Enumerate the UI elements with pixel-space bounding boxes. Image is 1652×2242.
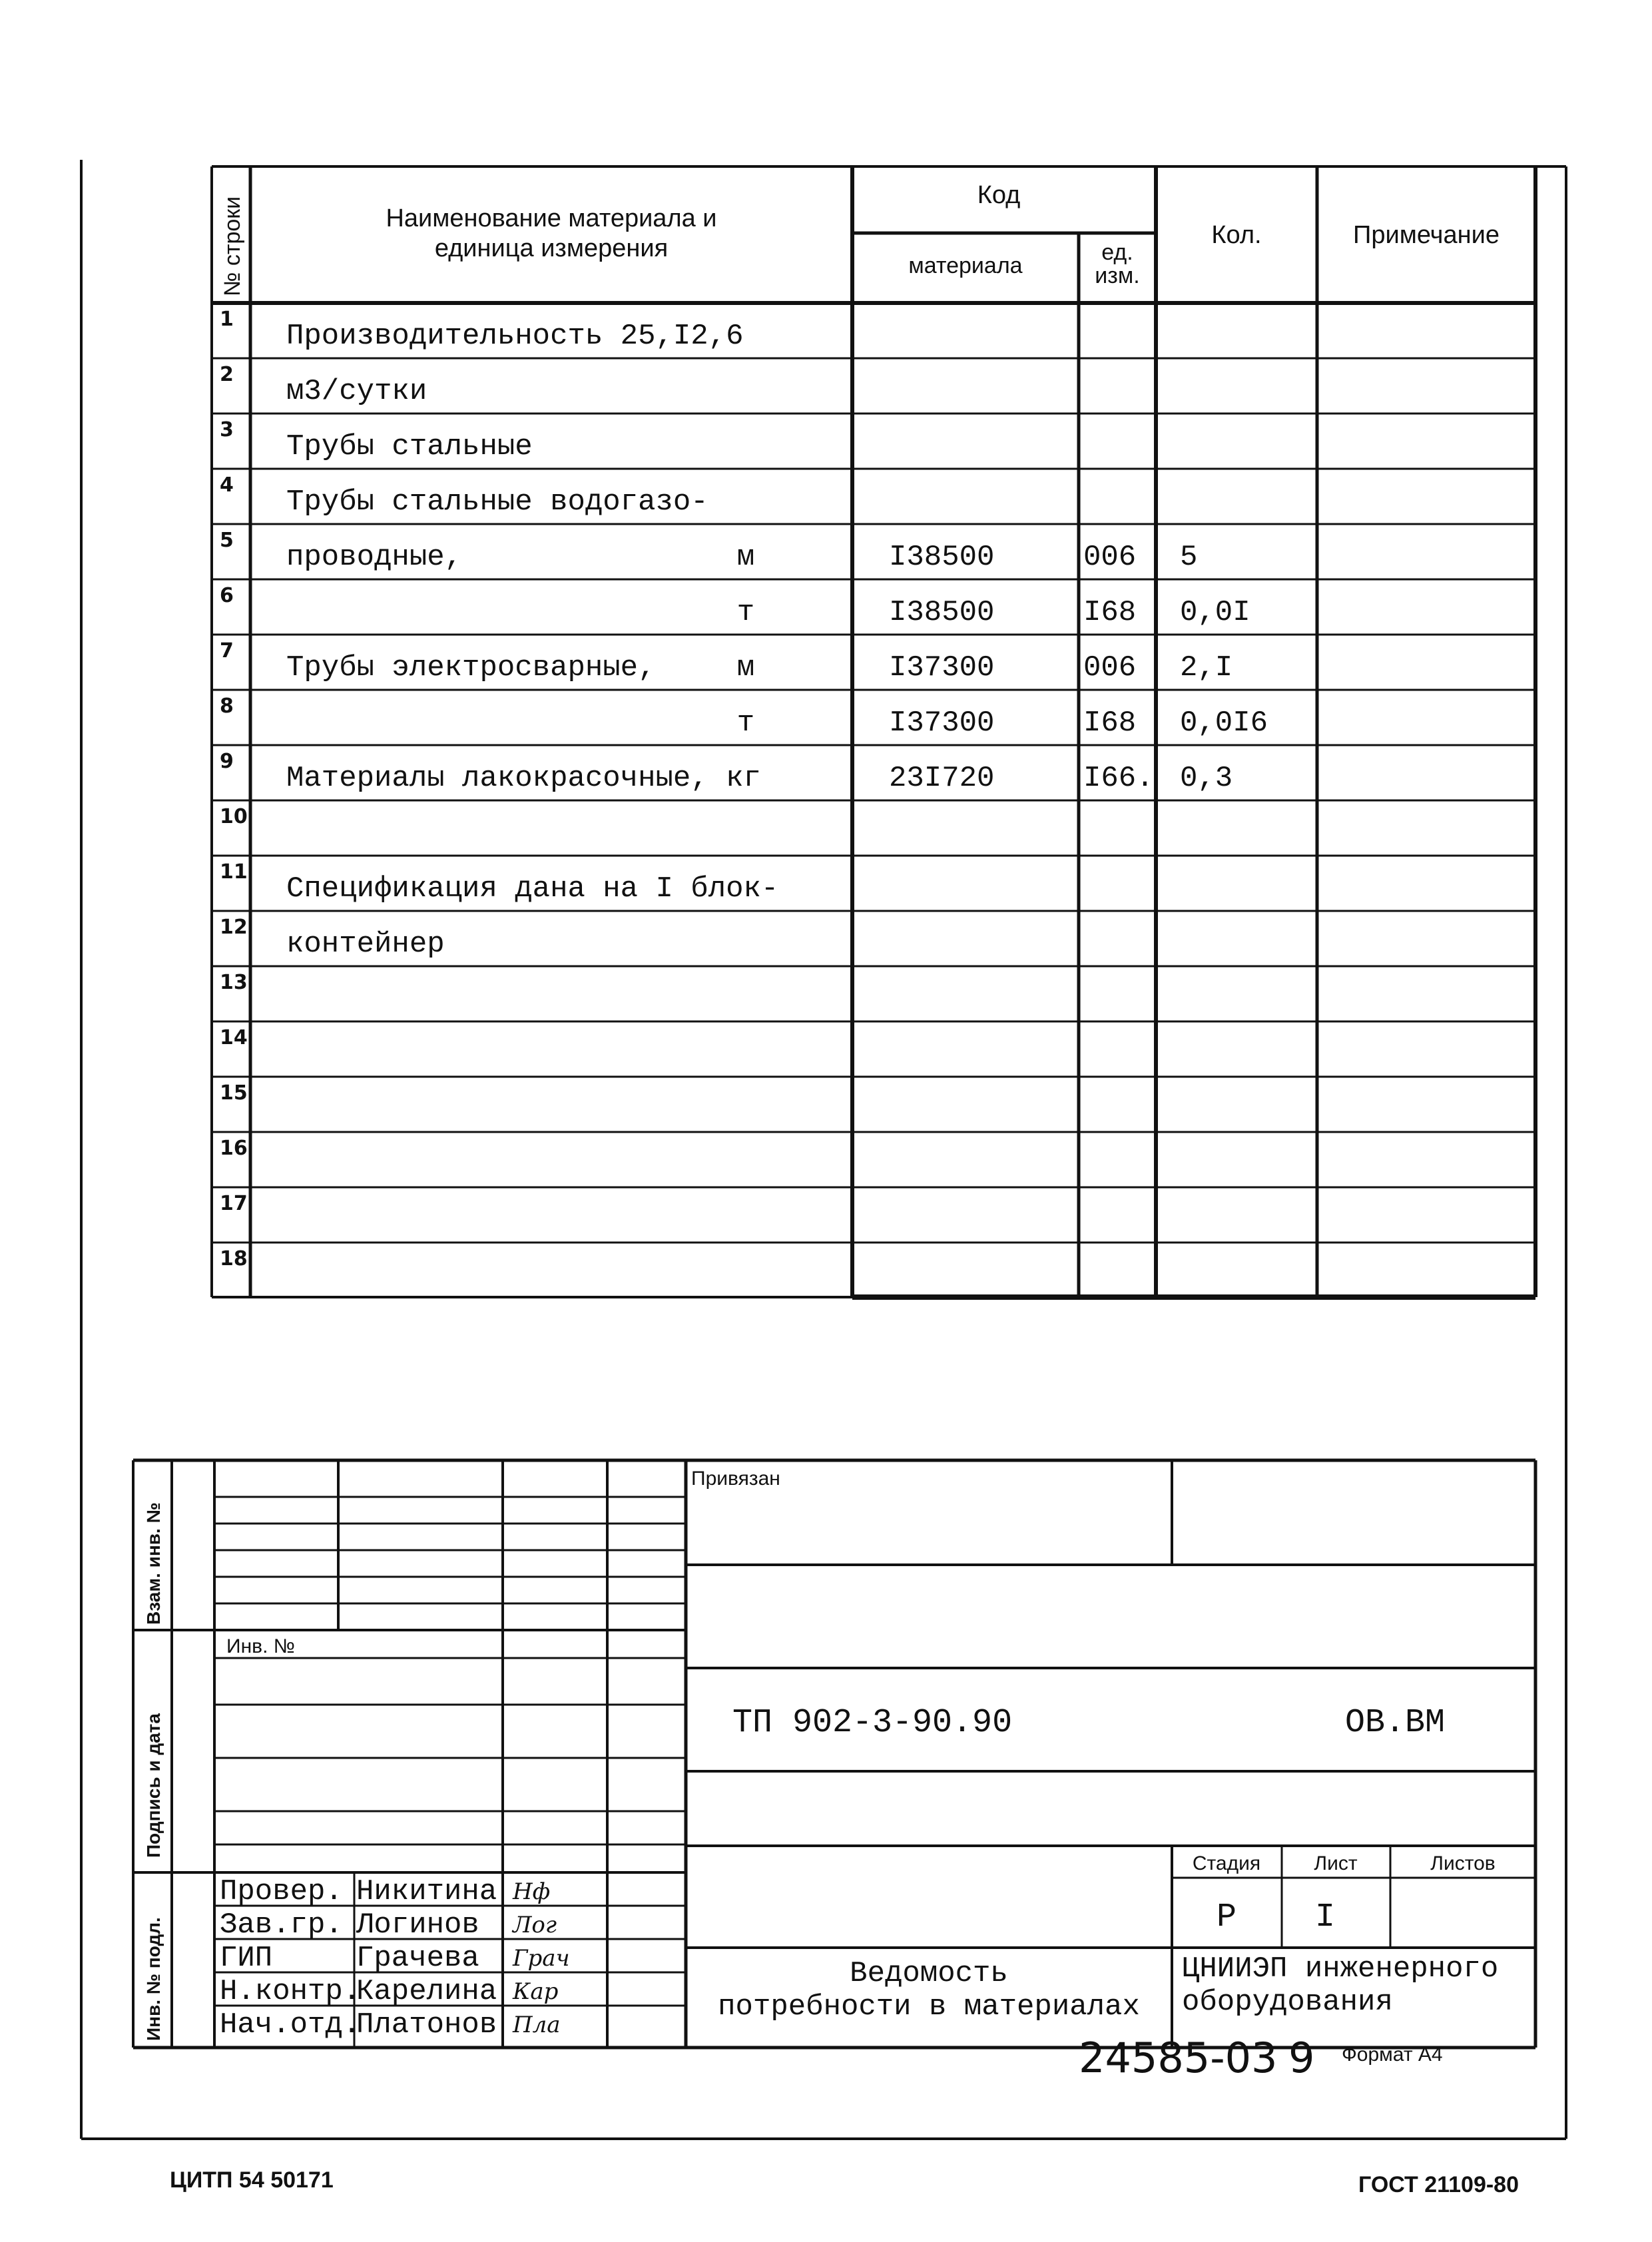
quantity: 0,0I: [1180, 596, 1250, 629]
table-row: [220, 418, 533, 463]
signer-name: Карелина: [356, 1975, 497, 2008]
signer-role: Провер.: [220, 1875, 343, 1908]
row-number: 5: [220, 529, 234, 552]
signers: [220, 1875, 570, 2042]
row-number: 15: [220, 1081, 248, 1105]
page-number: 9: [1288, 2034, 1315, 2082]
quantity: 5: [1180, 541, 1198, 574]
side-label-replacement-inv: Взам. инв. №: [143, 1502, 164, 1625]
table-row: [220, 1081, 248, 1105]
stage-label: Стадия: [1192, 1852, 1261, 1874]
unit-of-measure: т: [736, 706, 755, 740]
signer-row: [220, 1975, 558, 2008]
table-row: [220, 971, 248, 994]
signer-role: Зав.гр.: [220, 1908, 343, 1942]
table-row: [220, 473, 708, 519]
signer-role: Н.контр.: [220, 1975, 361, 2008]
row-number: 7: [220, 639, 234, 663]
signature: Лог: [513, 1912, 557, 1938]
signer-role: ГИП: [220, 1942, 273, 1975]
material-code: I38500: [889, 596, 995, 629]
row-number: 4: [220, 473, 234, 497]
gost-reference: ГОСТ 21109-80: [1358, 2172, 1519, 2197]
format-label: Формат А4: [1342, 2044, 1443, 2066]
signature: Пла: [513, 2012, 561, 2038]
sheet-value: I: [1314, 1898, 1336, 1936]
left-footer-code: ЦИТП 54 50171: [170, 2167, 334, 2193]
signer-row: [220, 2008, 561, 2042]
organization-line1: ЦНИИЭП инженерного: [1182, 1952, 1499, 1986]
row-number: 10: [220, 805, 248, 828]
sheet-label: Лист: [1314, 1852, 1358, 1874]
table-header: [220, 181, 1500, 296]
row-number: 17: [220, 1192, 248, 1215]
material-name: Трубы стальные водогазо-: [286, 485, 708, 519]
row-number: 14: [220, 1026, 248, 1049]
row-number: 6: [220, 584, 234, 607]
material-name: проводные,: [286, 541, 463, 574]
organization-line2: оборудования: [1182, 1986, 1393, 2019]
document-code: ТП 902-3-90.90: [732, 1704, 1013, 1742]
table-row: [220, 584, 1250, 629]
unit-code: I68: [1083, 706, 1137, 740]
row-number: 1: [220, 308, 234, 331]
row-number: 11: [220, 860, 248, 884]
header-row-number: № строки: [220, 196, 245, 296]
table-row: [220, 805, 248, 828]
signer-name: Грачева: [356, 1942, 479, 1975]
row-number: 2: [220, 363, 234, 386]
row-number: 12: [220, 916, 248, 939]
footer: [170, 2034, 1519, 2197]
material-code: I37300: [889, 706, 995, 740]
signer-row: [220, 1942, 570, 1975]
side-label-signature-date: Подпись и дата: [143, 1713, 164, 1858]
signature: Грач: [513, 1945, 570, 1972]
material-name: Материалы лакокрасочные, кг: [286, 762, 761, 795]
material-name: контейнер: [286, 928, 445, 961]
row-number: 13: [220, 971, 248, 994]
handwritten-archive-number: 24585-03: [1079, 2034, 1278, 2082]
material-code: 23I720: [889, 762, 995, 795]
table-row: [220, 1247, 248, 1270]
table-row: [220, 695, 1268, 740]
signer-row: [220, 1875, 550, 1908]
side-label-original-inv: Инв. № подл.: [143, 1917, 164, 2041]
table-row: [220, 916, 445, 961]
signer-name: Платонов: [356, 2008, 497, 2042]
material-code: I38500: [889, 541, 995, 574]
material-name: Спецификация дана на I блок-: [286, 872, 779, 906]
header-note: Примечание: [1353, 221, 1500, 249]
header-name-line2: единица измерения: [434, 234, 669, 262]
privyazan-label: Привязан: [691, 1468, 780, 1490]
sheets-total-label: Листов: [1430, 1852, 1496, 1874]
table-row: [220, 308, 744, 353]
unit-code: 006: [1083, 651, 1137, 685]
header-material-code: материала: [908, 253, 1023, 278]
header-code: Код: [977, 181, 1021, 209]
header-unit-line2: изм.: [1095, 263, 1140, 288]
unit-of-measure: м: [736, 541, 755, 574]
material-name: м3/сутки: [286, 375, 427, 408]
signer-name: Логинов: [356, 1908, 479, 1942]
header-quantity: Кол.: [1211, 221, 1262, 249]
document-mark: ОВ.ВМ: [1345, 1704, 1446, 1742]
stage-value: Р: [1216, 1898, 1237, 1936]
row-number: 18: [220, 1247, 248, 1270]
signer-name: Никитина: [356, 1875, 497, 1908]
inventory-number-label: Инв. №: [226, 1635, 295, 1657]
unit-of-measure: т: [736, 596, 755, 629]
signer-row: [220, 1908, 557, 1942]
table-row: [220, 1192, 248, 1215]
unit-code: 006: [1083, 541, 1137, 574]
header-name-line1: Наименование материала и: [386, 204, 717, 232]
signature: Нф: [513, 1878, 551, 1905]
table-row: [220, 1026, 248, 1049]
unit-code: I68: [1083, 596, 1137, 629]
row-number: 9: [220, 750, 234, 773]
table-row: [220, 860, 778, 906]
quantity: 2,I: [1180, 651, 1233, 685]
table-row: [220, 1137, 248, 1160]
header-unit-line1: ед.: [1101, 240, 1133, 265]
table-row: [220, 750, 1233, 795]
signature: Кар: [513, 1978, 559, 2005]
material-code: I37300: [889, 651, 995, 685]
material-name: Трубы стальные: [286, 430, 533, 463]
material-name: Трубы электросварные,: [286, 651, 656, 685]
unit-code: I66.: [1083, 762, 1154, 795]
side-labels: [143, 1502, 164, 2041]
document-title-line1: Ведомость: [850, 1957, 1008, 1990]
quantity: 0,3: [1180, 762, 1233, 795]
spec-table-body: [220, 308, 1268, 1270]
table-row: [220, 639, 1233, 685]
row-number: 3: [220, 418, 234, 441]
signer-role: Нач.отд.: [220, 2008, 361, 2042]
row-number: 8: [220, 695, 234, 718]
table-row: [220, 529, 1197, 574]
document-title-line2: потребности в материалах: [718, 1990, 1140, 2024]
material-name: Производительность 25,I2,6: [286, 320, 744, 353]
quantity: 0,0I6: [1180, 706, 1268, 740]
row-number: 16: [220, 1137, 248, 1160]
unit-of-measure: м: [736, 651, 755, 685]
